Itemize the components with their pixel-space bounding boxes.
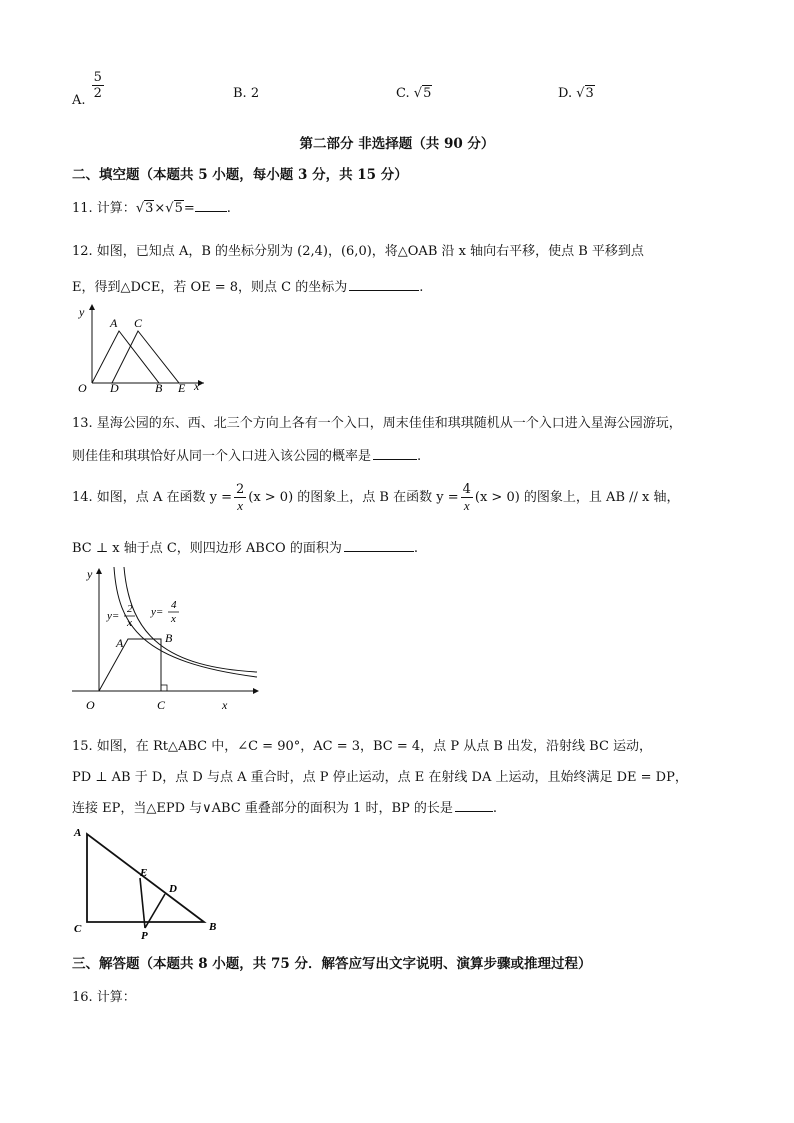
fig15-label-c: C	[74, 923, 82, 935]
figure-12	[72, 300, 212, 395]
q11-equals: =	[183, 201, 195, 216]
q14-line1: 14. 如图，点 A 在函数 y = $\frac{2}{x}$ (x > 0) 的图象上，点 B 在函数 y = $\frac{4}{x}$ (x > 0) 的图象上，且 AB // x 轴，	[72, 482, 680, 513]
q15-line1: 15. 如图，在 Rt△ABC 中，∠C = 90°，AC = 3，BC = 4，点 P 从点 B 出发，沿射线 BC 运动，	[72, 739, 653, 754]
q11-sqrt-3: √3	[135, 201, 154, 216]
fig14-label-a: A	[116, 636, 124, 650]
fig12-label-x: x	[194, 379, 200, 393]
option-b: B. 2	[233, 86, 260, 101]
fig14-label-c: C	[157, 698, 166, 712]
fig14-curve-label-2-prefix: y=	[151, 606, 164, 618]
option-a-numerator: 5	[93, 70, 102, 85]
fig14-curve-label-1-num: 2	[127, 603, 133, 615]
option-d-sqrt: √3	[576, 86, 594, 101]
fig14-label-b: B	[165, 631, 173, 645]
section2-heading: 二、填空题（本题共 5 小题，每小题 3 分，共 15 分）	[72, 167, 408, 183]
option-a	[72, 72, 106, 112]
option-d	[558, 86, 595, 101]
option-a-label: A.	[72, 93, 86, 108]
question-16: 16. 计算：	[72, 990, 136, 1005]
option-c-label: C.	[396, 86, 410, 101]
q12-line2: E，得到△DCE，若 OE = 8，则点 C 的坐标为 .	[72, 280, 424, 295]
fig14-curve-label-2-den: x	[171, 613, 176, 625]
option-c-sqrt: √5	[413, 86, 432, 101]
question-11	[72, 197, 231, 216]
q11-sqrt-5: √5	[165, 201, 183, 216]
q13-line2: 则佳佳和琪琪恰好从同一个入口进入该公园的概率是 .	[72, 449, 422, 464]
fig12-label-c: C	[134, 316, 143, 330]
q13-line1: 13. 星海公园的东、西、北三个方向上各有一个入口，周末佳佳和琪琪随机从一个入口进入星海公园游玩，	[72, 416, 682, 431]
fig12-label-y: y	[79, 305, 85, 319]
fig12-label-o: O	[78, 381, 87, 395]
fig14-label-o: O	[86, 698, 95, 712]
fig14-curve-label-1-prefix: y=	[107, 610, 120, 622]
figure-15	[72, 822, 232, 942]
q12-answer-blank	[349, 278, 419, 291]
q15-answer-blank	[455, 799, 493, 812]
q11-answer-blank	[195, 199, 227, 212]
part2-heading: 第二部分 非选择题（共 90 分）	[299, 136, 495, 152]
fig15-label-d: D	[169, 883, 177, 895]
q11-times: ×	[154, 201, 166, 216]
option-a-fraction	[92, 70, 104, 101]
q12-line1: 12. 如图，已知点 A，B 的坐标分别为 (2,4)，(6,0)，将△OAB 沿 x 轴向右平移，使点 B 平移到点	[72, 244, 644, 259]
q14-answer-blank	[344, 539, 414, 552]
q15-line3: 连接 EP，当△EPD 与∨ABC 重叠部分的面积为 1 时，BP 的长是 .	[72, 801, 498, 816]
fig15-label-e: E	[140, 867, 148, 879]
q11-prefix: 11. 计算：	[72, 201, 136, 216]
fig12-label-a: A	[110, 316, 118, 330]
q11-end: .	[226, 201, 231, 216]
option-c	[396, 86, 432, 101]
fig15-label-b: B	[209, 921, 217, 933]
q14-line2: BC ⊥ x 轴于点 C，则四边形 ABCO 的面积为 .	[72, 541, 418, 556]
q14-frac-4-over-x: $\frac{4}{x}$	[462, 482, 471, 513]
option-a-denominator: 2	[93, 86, 102, 101]
fig12-label-d: D	[110, 381, 119, 395]
q15-line2: PD ⊥ AB 于 D，点 D 与点 A 重合时，点 P 停止运动，点 E 在射线 DA 上运动，且始终满足 DE = DP，	[72, 770, 688, 785]
fig14-curve-label-1-den: x	[127, 617, 132, 629]
section3-heading: 三、解答题（本题共 8 小题，共 75 分．解答应写出文字说明、演算步骤或推理过程）	[72, 956, 592, 972]
fig15-label-a: A	[74, 827, 82, 839]
fig12-label-b: B	[155, 381, 163, 395]
fig14-label-y: y	[87, 567, 93, 581]
fig15-label-p: P	[141, 930, 148, 942]
fig12-label-e: E	[178, 381, 186, 395]
figure-14	[72, 562, 272, 717]
fig14-curve-label-2-num: 4	[171, 599, 177, 611]
option-d-label: D.	[558, 86, 573, 101]
q13-answer-blank	[373, 447, 417, 460]
fig14-label-x: x	[222, 698, 228, 712]
q14-frac-2-over-x: $\frac{2}{x}$	[235, 482, 245, 513]
